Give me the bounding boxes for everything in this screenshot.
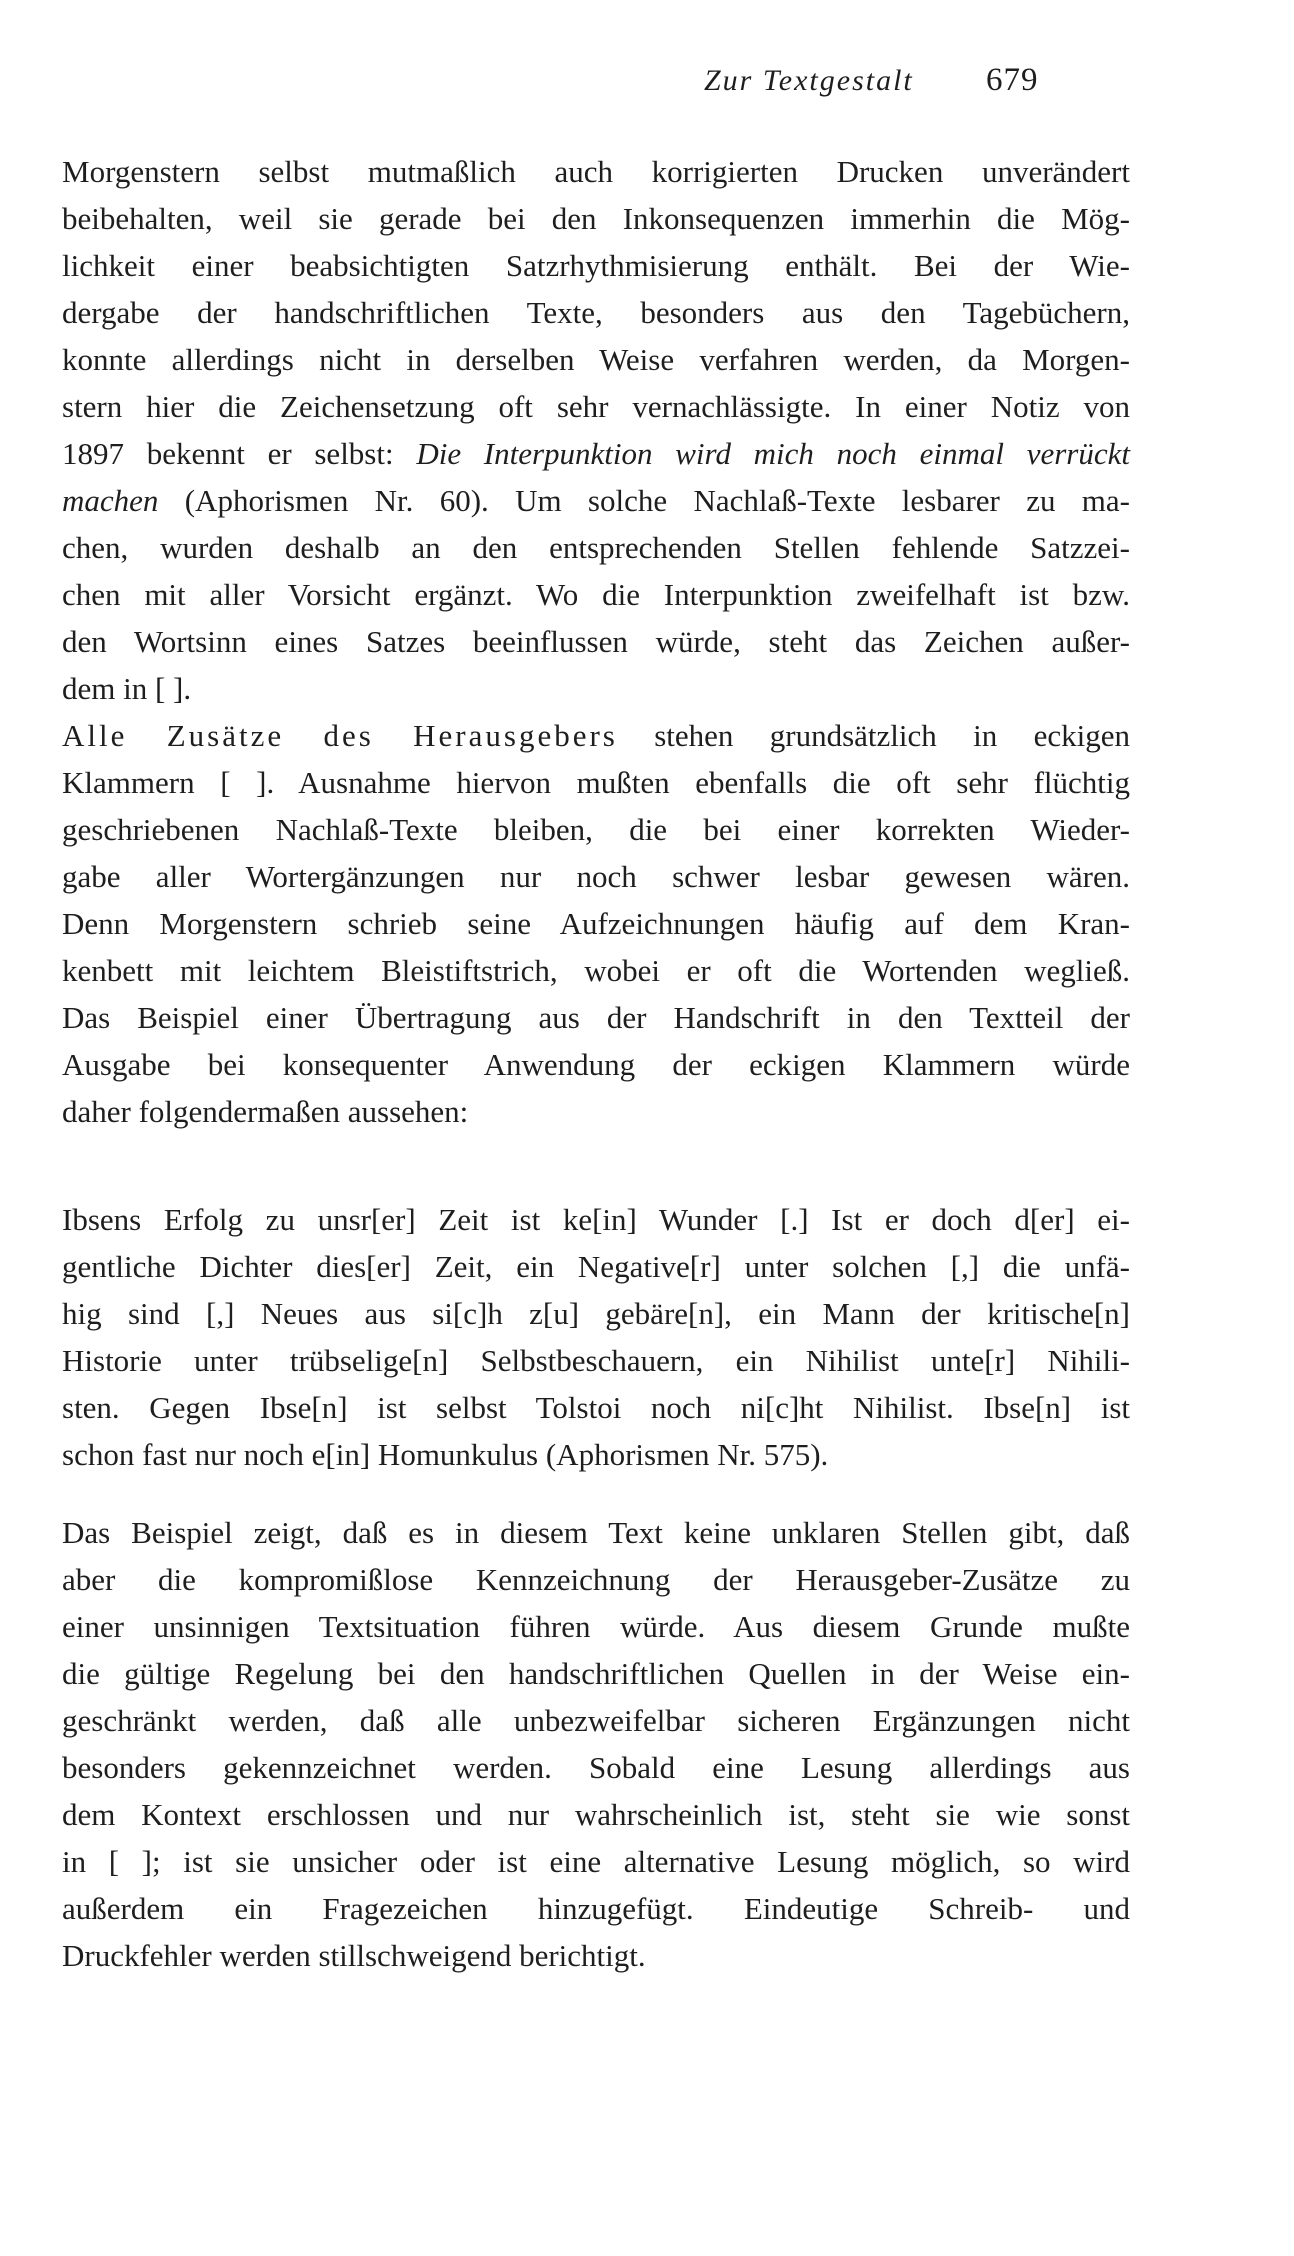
text-span: (Aphorismen Nr. 60). Um solche Nachlaß-Texte lesbarer zu ma- [158, 483, 1130, 518]
text-line: Historie unter trübselige[n] Selbstbeschauern, ein Nihilist unte[r] Nihili- [62, 1343, 1130, 1378]
text-span: stehen grundsätzlich in eckigen [617, 718, 1130, 753]
text-line: geschränkt werden, daß alle unbezweifelbar sicheren Ergänzungen nicht [62, 1703, 1130, 1738]
text-line: Morgenstern selbst mutmaßlich auch korrigierten Drucken unverändert [62, 154, 1130, 189]
text-line: konnte allerdings nicht in derselben Weise verfahren werden, da Morgen- [62, 342, 1130, 377]
text-line [62, 481, 1130, 521]
italic-quote: machen [62, 483, 159, 518]
page-number: 679 [986, 62, 1039, 98]
text-line: einer unsinnigen Textsituation führen würde. Aus diesem Grunde mußte [62, 1609, 1130, 1644]
text-line: Ibsens Erfolg zu unsr[er] Zeit ist ke[in] Wunder [.] Ist er doch d[er] ei- [62, 1202, 1130, 1237]
text-line: Klammern [ ]. Ausnahme hiervon mußten ebenfalls die oft sehr flüchtig [62, 765, 1130, 800]
text-line: Denn Morgenstern schrieb seine Aufzeichnungen häufig auf dem Kran- [62, 906, 1130, 941]
text-line: den Wortsinn eines Satzes beeinflussen würde, steht das Zeichen außer- [62, 624, 1130, 659]
text-line: chen, wurden deshalb an den entsprechenden Stellen fehlende Satzzei- [62, 530, 1130, 565]
text-line: die gültige Regelung bei den handschriftlichen Quellen in der Weise ein- [62, 1656, 1130, 1691]
text-line: stern hier die Zeichensetzung oft sehr vernachlässigte. In einer Notiz von [62, 389, 1130, 424]
text-line: kenbett mit leichtem Bleistiftstrich, wobei er oft die Wortenden wegließ. [62, 953, 1130, 988]
text-span: 1897 bekennt er selbst: [62, 436, 417, 471]
text-line [62, 716, 1130, 756]
text-line: Druckfehler werden stillschweigend berichtigt. [62, 1938, 646, 1973]
text-line: gabe aller Wortergänzungen nur noch schwer lesbar gewesen wären. [62, 859, 1130, 894]
italic-quote: Die Interpunktion wird mich noch einmal verrückt [416, 436, 1130, 471]
text-line: in [ ]; ist sie unsicher oder ist eine alternative Lesung möglich, so wird [62, 1844, 1130, 1879]
running-title: Zur Textgestalt [704, 64, 914, 97]
text-line: daher folgendermaßen aussehen: [62, 1094, 469, 1129]
page-header [0, 58, 1294, 108]
text-line: schon fast nur noch e[in] Homunkulus (Aphorismen Nr. 575). [62, 1437, 829, 1472]
text-line: gentliche Dichter dies[er] Zeit, ein Negative[r] unter solchen [,] die unfä- [62, 1249, 1130, 1284]
text-line: chen mit aller Vorsicht ergänzt. Wo die Interpunktion zweifelhaft ist bzw. [62, 577, 1130, 612]
text-line: beibehalten, weil sie gerade bei den Inkonsequenzen immerhin die Mög- [62, 201, 1130, 236]
text-line: außerdem ein Fragezeichen hinzugefügt. Eindeutige Schreib- und [62, 1891, 1130, 1926]
text-line: besonders gekennzeichnet werden. Sobald eine Lesung allerdings aus [62, 1750, 1130, 1785]
text-line: aber die kompromißlose Kennzeichnung der Herausgeber-Zusätze zu [62, 1562, 1130, 1597]
text-line: dergabe der handschriftlichen Texte, besonders aus den Tagebüchern, [62, 295, 1130, 330]
spaced-emphasis: Alle Zusätze des Herausgebers [62, 718, 618, 753]
text-line: Das Beispiel zeigt, daß es in diesem Text keine unklaren Stellen gibt, daß [62, 1515, 1130, 1550]
text-line: dem in [ ]. [62, 671, 192, 706]
text-line: dem Kontext erschlossen und nur wahrscheinlich ist, steht sie wie sonst [62, 1797, 1130, 1832]
text-line: sten. Gegen Ibse[n] ist selbst Tolstoi noch ni[c]ht Nihilist. Ibse[n] ist [62, 1390, 1130, 1425]
text-line: hig sind [,] Neues aus si[c]h z[u] gebäre[n], ein Mann der kritische[n] [62, 1296, 1130, 1331]
text-line: Ausgabe bei konsequenter Anwendung der eckigen Klammern würde [62, 1047, 1130, 1082]
text-line: geschriebenen Nachlaß-Texte bleiben, die bei einer korrekten Wieder- [62, 812, 1130, 847]
text-line: Das Beispiel einer Übertragung aus der Handschrift in den Textteil der [62, 1000, 1130, 1035]
text-line [62, 434, 1130, 474]
text-line: lichkeit einer beabsichtigten Satzrhythmisierung enthält. Bei der Wie- [62, 248, 1130, 283]
